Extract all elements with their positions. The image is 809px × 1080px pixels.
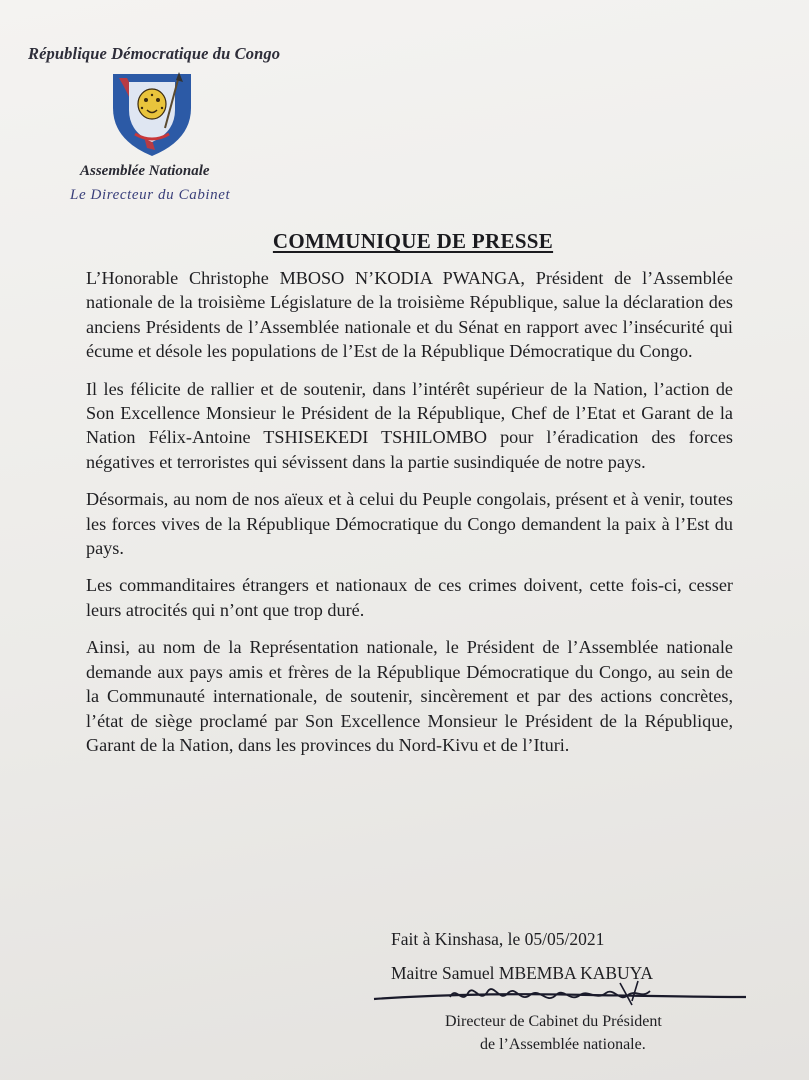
paragraph: Désormais, au nom de nos aïeux et à celui du Peuple congolais, présent et à venir, toutes les forces vives de la République Démocratique du Congo demandent la paix à l’Est du pays.: [86, 489, 733, 559]
signatory-role: Directeur de Cabinet du Président: [445, 1013, 662, 1030]
paragraph: L’Honorable Christophe MBOSO N’KODIA PWANGA, Président de l’Assemblée nationale de la troisième Législature de la troisième République, salue la déclaration des anciens Présidents de l’Assemblée nationale et du Sénat en rapport avec l’insécurité qui écume et désole les populations de l’Est de la République Démocratique du Congo.: [86, 268, 733, 362]
paragraph: Il les félicite de rallier et de soutenir, dans l’intérêt supérieur de la Nation, l’action de Son Excellence Monsieur le Président de la République, Chef de l’Etat et Garant de la Nation Félix-Antoine TSHISEKEDI TSHILOMBO pour l’éradication des forces négatives et terroristes qui sévissent dans la partie susindiquée de notre pays.: [86, 378, 733, 472]
republic-header: République Démocratique du Congo: [28, 44, 281, 63]
paragraph: Les commanditaires étrangers et nationaux de ces crimes doivent, cette fois-ci, cesser leurs atrocités qui n’ont que trop duré.: [86, 575, 733, 620]
page-title: COMMUNIQUE DE PRESSE: [272, 229, 554, 253]
director-title: Le Directeur du Cabinet: [70, 187, 231, 203]
assembly-name: Assemblée Nationale: [80, 163, 210, 179]
paragraph: Ainsi, au nom de la Représentation nationale, le Président de l’Assemblée nationale demande aux pays amis et frères de la République Démocratique du Congo, au sein de la Communauté internationale, de soutenir, sincèrement et par des actions concrètes, l’état de siège proclamé par Son Excellence Monsieur le Président de la République, Garant de la Nation, dans les provinces du Nord-Kivu et de l’Ituri.: [86, 637, 733, 755]
signatory-name: Maitre Samuel MBEMBA KABUYA: [391, 963, 654, 983]
signatory-role-continued: de l’Assemblée nationale.: [480, 1036, 646, 1053]
place-date: Fait à Kinshasa, le 05/05/2021: [391, 929, 605, 949]
communique-body: [86, 266, 733, 757]
national-emblem-logo: [107, 68, 197, 160]
